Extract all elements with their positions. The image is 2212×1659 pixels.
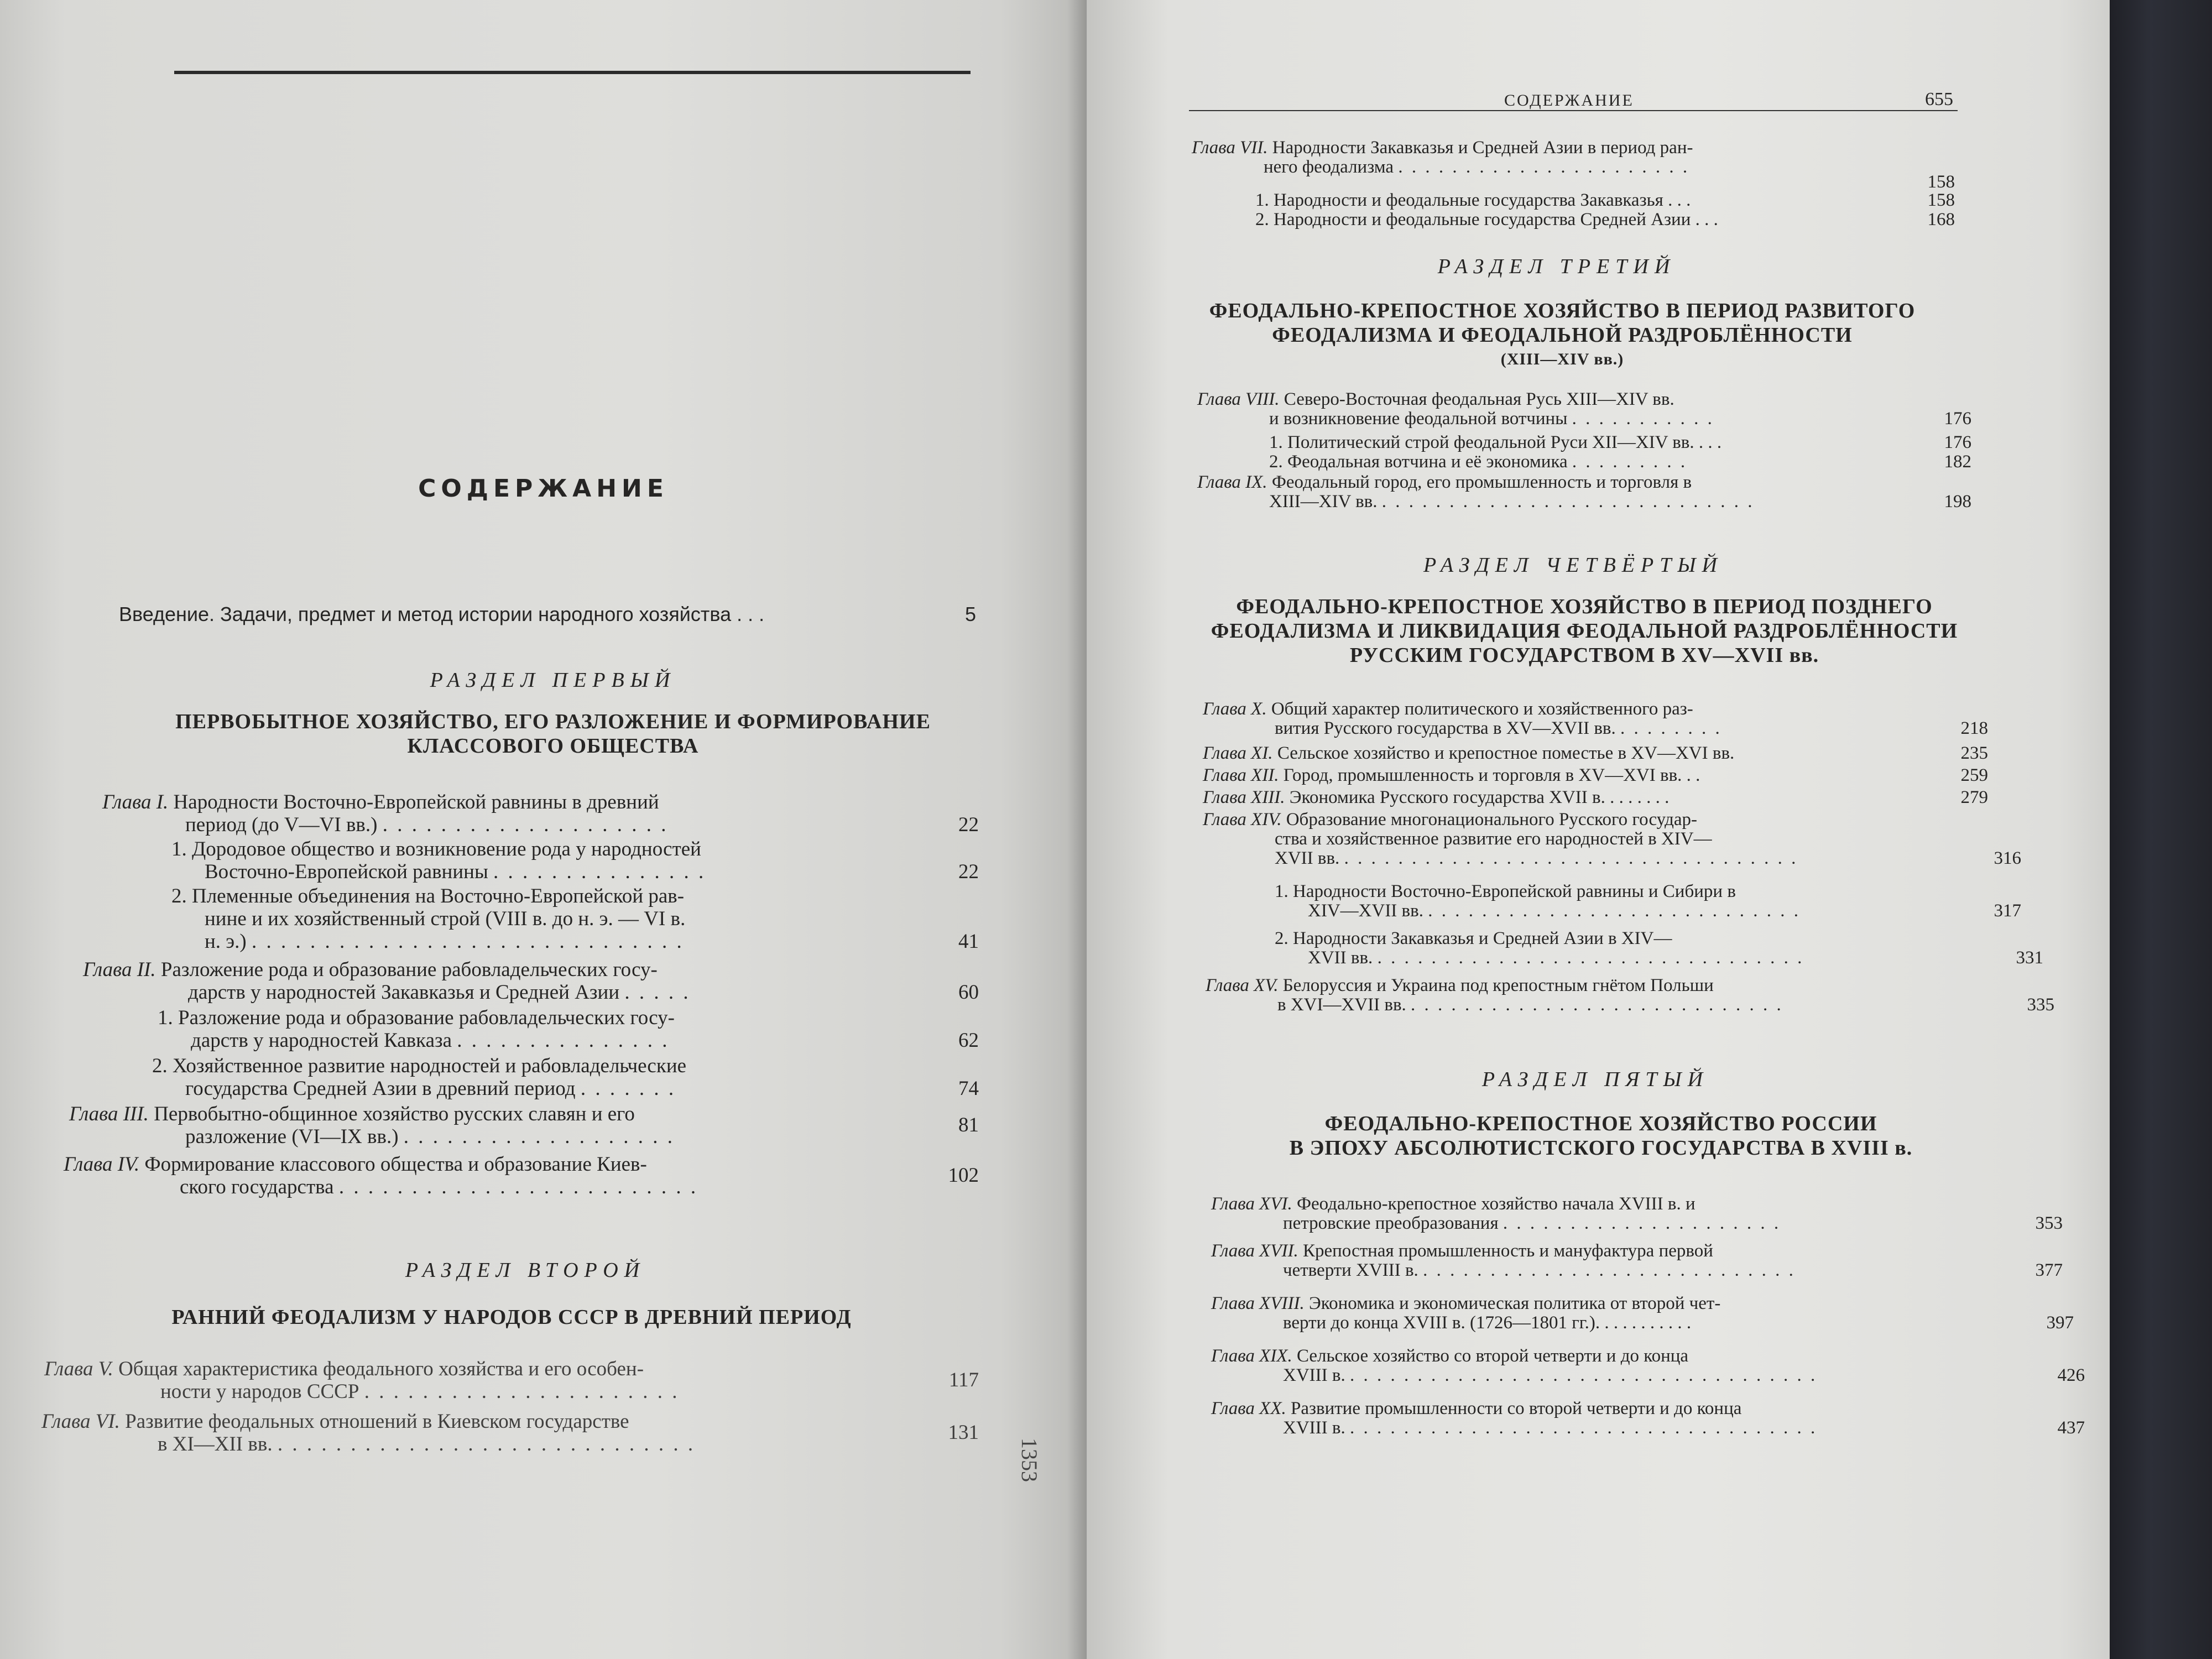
entry-dots: . . . . . . . . . . . . . . . . . . . . . .: [1398, 157, 1690, 177]
item-number: 1.: [171, 838, 187, 860]
item-number: 1.: [1275, 881, 1288, 901]
entry-line1: Народности и феодальные государства Средней Азии . . .: [1274, 210, 1718, 229]
entry-page: 316: [1994, 848, 2021, 868]
item-number: 2.: [1269, 452, 1283, 472]
entry-dots: . . . . . . . . . . . . . . .: [493, 860, 706, 883]
section-4-label: РАЗДЕЛ ЧЕТВЁРТЫЙ: [1423, 554, 1723, 577]
entry-line1: Разложение рода и образование рабовладельческих госу-: [178, 1006, 675, 1029]
entry-dots: . . . . . . . . . . . . . . . . . . . . .: [1503, 1213, 1781, 1233]
chapter-label: Глава VII.: [1192, 138, 1268, 158]
right-page: [1087, 0, 2110, 1659]
entry-line2: ского государства: [180, 1176, 334, 1198]
entry-dots: . . . . . . . .: [1620, 718, 1722, 738]
entry-page: 131: [948, 1421, 979, 1444]
section-5-title-line1: ФЕОДАЛЬНО-КРЕПОСТНОЕ ХОЗЯЙСТВО РОССИИ: [1324, 1112, 1877, 1135]
entry-dots: . . . . . . .: [580, 1077, 676, 1100]
entry-page: 331: [2016, 948, 2043, 968]
entry-line2: верти до конца XVIII в. (1726—1801 гг.). . . . . . . . . . .: [1283, 1313, 1692, 1333]
entry-line1: Формирование классового общества и образование Киев-: [144, 1153, 647, 1176]
section-3-title: [1147, 299, 1977, 372]
entry-page: 353: [2035, 1213, 2063, 1233]
entry-line2: и возникновение феодальной вотчины: [1269, 409, 1568, 429]
entry-page: 335: [2027, 995, 2054, 1015]
entry-line2: XVIII в.: [1283, 1365, 1345, 1385]
entry-line2: вития Русского государства в XV—XVII вв.: [1275, 718, 1616, 738]
entry-line2: дарств у народностей Кавказа: [191, 1029, 452, 1052]
chapter-label: Глава XX.: [1211, 1399, 1286, 1418]
intro-page: 5: [964, 603, 976, 625]
item-number: 2.: [171, 885, 187, 907]
entry-line1: Феодально-крепостное хозяйство начала XVIII в. и: [1296, 1194, 1695, 1214]
chapter-label: Глава II.: [83, 958, 156, 981]
item-number: 2.: [1255, 210, 1269, 229]
entry-line2: четверти XVIII в.: [1283, 1260, 1418, 1280]
toc-entry-ch13: [1203, 788, 1988, 807]
toc-entry-ch5: [44, 1358, 979, 1403]
entry-page: 317: [1994, 901, 2021, 921]
toc-entry-ch9: [1197, 473, 1971, 512]
entry-line1: Экономика и экономическая политика от второй чет-: [1308, 1293, 1721, 1313]
entry-line1: Развитие промышленности со второй четверти и до конца: [1290, 1399, 1742, 1418]
section-1-title: [83, 709, 1023, 758]
entry-page: 22: [958, 860, 979, 883]
entry-line1: Народности Закавказья и Средней Азии в период ран-: [1272, 138, 1693, 158]
entry-page: 176: [1944, 432, 1971, 452]
intro-entry: [119, 603, 976, 626]
toc-entry-ch14: [1203, 810, 2021, 868]
entry-dots: . . . . . . . . . . . . . . . . . . . . . . . . . . . .: [1428, 901, 1801, 921]
entry-line1: Феодальная вотчина и её экономика: [1287, 452, 1568, 472]
entry-line1: Феодальный город, его промышленность и торговля в: [1271, 472, 1692, 492]
entry-dots: . . . . . . . . . . . . . . . . . . . .: [382, 813, 669, 836]
entry-page: 158: [1927, 190, 1955, 210]
entry-line2: него феодализма: [1264, 157, 1394, 177]
entry-line2: XVII вв.: [1308, 948, 1373, 968]
running-head: [1189, 91, 1958, 111]
entry-dots: . . . . . . . . . . . . . . . . . . . . . . . . . . . .: [1381, 492, 1755, 512]
toc-entry-ch6: [41, 1410, 979, 1455]
entry-page: 397: [2046, 1313, 2074, 1333]
entry-page: 279: [1960, 787, 1988, 807]
entry-line2: XVIII в.: [1283, 1418, 1345, 1438]
section-1-label: РАЗДЕЛ ПЕРВЫЙ: [430, 669, 676, 692]
entry-line1: Народности Восточно-Европейской равнины в древний: [173, 791, 659, 813]
toc-entry-ch2: [83, 958, 979, 1004]
entry-line1: Развитие феодальных отношений в Киевском государстве: [125, 1410, 629, 1433]
section-5-title-line2: В ЭПОХУ АБСОЛЮТИСТСКОГО ГОСУДАРСТВА В XVIII в.: [1289, 1136, 1913, 1160]
chapter-label: Глава XIX.: [1211, 1346, 1292, 1366]
entry-page: 60: [958, 981, 979, 1004]
entry-line1: Северо-Восточная феодальная Русь XIII—XIV вв.: [1284, 389, 1674, 409]
chapter-label: Глава XIII.: [1203, 787, 1285, 807]
toc-entry-ch20: [1211, 1399, 2085, 1438]
toc-entry-ch10: [1203, 700, 1988, 738]
entry-dots: . . . . . . . . . . . . . . . . . . . . . .: [364, 1380, 680, 1403]
top-rule: [174, 71, 971, 74]
entry-line1: Белоруссия и Украина под крепостным гнётом Польши: [1282, 975, 1714, 995]
entry-dots: . . . . . . . . . . . . . . . . . . . . . . . . . . . . . .: [252, 930, 684, 953]
item-number: 1.: [1255, 190, 1269, 210]
chapter-label: Глава VI.: [41, 1410, 120, 1433]
toc-entry-1-2: [171, 885, 979, 953]
section-2-label: РАЗДЕЛ ВТОРОЙ: [405, 1259, 646, 1282]
left-page: [0, 0, 1087, 1659]
entry-line2: в XVI—XVII вв.: [1277, 995, 1406, 1015]
chapter-label: Глава IX.: [1197, 472, 1267, 492]
toc-entry-2-1: [158, 1006, 979, 1052]
entry-dots: . . . . . . . . . . . . . . . . . . . . . . . . . . . . . . . . . .: [1344, 848, 1798, 868]
entry-page: 102: [948, 1164, 979, 1187]
section-4-title-line1: ФЕОДАЛЬНО-КРЕПОСТНОЕ ХОЗЯЙСТВО В ПЕРИОД ПОЗДНЕГО: [1236, 595, 1933, 618]
toc-entry-ch18: [1211, 1294, 2074, 1333]
entry-dots: . . . . . . . . . . .: [1572, 409, 1714, 429]
toc-entry-14-1: [1275, 882, 2021, 921]
chapter-label: Глава VIII.: [1197, 389, 1280, 409]
running-head-title: СОДЕРЖАНИЕ: [1504, 91, 1634, 109]
entry-line2: XIV—XVII вв.: [1308, 901, 1423, 921]
section-2-title: РАННИЙ ФЕОДАЛИЗМ У НАРОДОВ СССР В ДРЕВНИЙ ПЕРИОД: [171, 1306, 852, 1329]
chapter-label: Глава X.: [1203, 699, 1267, 719]
section-3-title-line2: ФЕОДАЛИЗМА И ФЕОДАЛЬНОЙ РАЗДРОБЛЁННОСТИ: [1272, 324, 1853, 347]
entry-dots: . . . . . . . . . . . . . . . . . . . . . . . . . . . .: [1411, 995, 1783, 1015]
toc-entry-ch16: [1211, 1194, 2063, 1233]
entry-page: 218: [1960, 718, 1988, 738]
entry-line1: Первобытно-общинное хозяйство русских славян и его: [154, 1103, 635, 1125]
book-cover-edge: [2110, 0, 2212, 1659]
entry-line1: Город, промышленность и торговля в XV—XVI вв. . .: [1283, 765, 1700, 785]
entry-dots: . . . . . . . . . . . . . . . . . . .: [403, 1125, 675, 1148]
section-1-title-line2: КЛАССОВОГО ОБЩЕСТВА: [407, 734, 699, 758]
entry-page: 182: [1944, 452, 1971, 472]
section-3-label: РАЗДЕЛ ТРЕТИЙ: [1437, 255, 1676, 278]
entry-dots: . . . . . . . . . . . . . . . . . . . . . . . . .: [338, 1176, 698, 1198]
entry-page: 198: [1944, 492, 1971, 512]
entry-line1: Общий характер политического и хозяйственного раз-: [1271, 699, 1693, 719]
entry-dots: . . . . . . . . . . . . . . . . . . . . . . . . . . . .: [1423, 1260, 1796, 1280]
entry-page: 176: [1944, 409, 1971, 429]
toc-entry-ch15: [1206, 976, 2054, 1015]
entry-dots: . . . . . . . . .: [1572, 452, 1688, 472]
toc-entry-ch11: [1203, 744, 1988, 763]
entry-dots: . . . . . . . . . . . . . . . . . . . . . . . . . . . . . . . .: [1377, 948, 1804, 968]
toc-entry-ch1: [102, 791, 979, 836]
chapter-label: Глава V.: [44, 1358, 113, 1380]
toc-entry-ch7: [1192, 138, 1955, 192]
section-5-title: [1192, 1112, 2010, 1160]
entry-line1: Политический строй феодальной Руси XII—XIV вв. . . .: [1287, 432, 1722, 452]
section-4-title-line3: РУССКИМ ГОСУДАРСТВОМ В XV—XVII вв.: [1349, 644, 1819, 667]
section-3-title-line1: ФЕОДАЛЬНО-КРЕПОСТНОЕ ХОЗЯЙСТВО В ПЕРИОД РАЗВИТОГО: [1209, 299, 1916, 322]
chapter-label: Глава IV.: [64, 1153, 140, 1176]
toc-entry-7-1: [1255, 191, 1955, 210]
entry-page: 62: [958, 1029, 979, 1052]
entry-line2: Восточно-Европейской равнины: [205, 860, 488, 883]
section-5-label: РАЗДЕЛ ПЯТЫЙ: [1481, 1068, 1709, 1091]
entry-line2: нине и их хозяйственный строй (VIII в. до н. э. — VI в.: [205, 907, 686, 930]
chapter-label: Глава XVII.: [1211, 1241, 1298, 1261]
entry-line1: Разложение рода и образование рабовладельческих госу-: [160, 958, 658, 981]
page-number: 655: [1925, 89, 1953, 109]
entry-line1: Народности Закавказья и Средней Азии в XIV—: [1293, 928, 1672, 948]
entry-line2: разложение (VI—IX вв.): [185, 1125, 399, 1148]
entry-line1: Крепостная промышленность и мануфактура первой: [1302, 1241, 1713, 1261]
chapter-label: Глава XV.: [1206, 975, 1279, 995]
entry-page: 74: [958, 1077, 979, 1100]
entry-line3: XVII вв.: [1275, 848, 1340, 868]
toc-entry-ch12: [1203, 766, 1988, 785]
library-stamp: 1353: [1017, 1438, 1042, 1482]
entry-line1: Экономика Русского государства XVII в. . . . . . . .: [1289, 787, 1670, 807]
entry-line1: Хозяйственное развитие народностей и рабовладельческие: [173, 1055, 687, 1077]
entry-dots: . . . . . . . . . . . . . . .: [457, 1029, 670, 1052]
item-number: 2.: [152, 1055, 168, 1077]
entry-dots: . . . . .: [624, 981, 691, 1004]
entry-line2: XIII—XIV вв.: [1269, 492, 1378, 512]
section-4-title-line2: ФЕОДАЛИЗМА И ЛИКВИДАЦИЯ ФЕОДАЛЬНОЙ РАЗДРОБЛЁННОСТИ: [1211, 619, 1958, 643]
entry-line2: петровские преобразования: [1283, 1213, 1499, 1233]
intro-text: Введение. Задачи, предмет и метод истории народного хозяйства . . .: [119, 603, 765, 625]
chapter-label: Глава XVIII.: [1211, 1293, 1305, 1313]
entry-page: 117: [948, 1369, 979, 1391]
entry-page: 235: [1960, 743, 1988, 763]
section-1-title-line1: ПЕРВОБЫТНОЕ ХОЗЯЙСТВО, ЕГО РАЗЛОЖЕНИЕ И ФОРМИРОВАНИЕ: [175, 710, 931, 733]
entry-page: 437: [2057, 1418, 2085, 1438]
toc-entry-7-2: [1255, 210, 1955, 229]
toc-entry-ch4: [64, 1153, 979, 1198]
item-number: 1.: [158, 1006, 173, 1029]
section-3-title-line3: (XIII—XIV вв.): [1500, 350, 1624, 368]
item-number: 1.: [1269, 432, 1283, 452]
chapter-label: Глава III.: [69, 1103, 149, 1125]
toc-entry-ch17: [1211, 1241, 2063, 1280]
entry-line1: Сельское хозяйство со второй четверти и до конца: [1296, 1346, 1689, 1366]
toc-entry-8-2: [1269, 452, 1971, 472]
entry-line1: Образование многонационального Русского государ-: [1286, 810, 1698, 830]
entry-line2: ства и хозяйственное развитие его народностей в XIV—: [1275, 829, 1712, 849]
entry-line2: государства Средней Азии в древний период: [185, 1077, 576, 1100]
chapter-label: Глава XIV.: [1203, 810, 1282, 830]
toc-entry-14-2: [1275, 929, 2043, 968]
entry-line1: Племенные объединения на Восточно-Европейской рав-: [192, 885, 685, 907]
entry-line2: в XI—XII вв.: [158, 1433, 273, 1455]
entry-line1: Дородовое общество и возникновение рода у народностей: [192, 838, 701, 860]
entry-dots: . . . . . . . . . . . . . . . . . . . . . . . . . . . . . . . . . . .: [1349, 1365, 1818, 1385]
toc-entry-ch19: [1211, 1347, 2085, 1385]
chapter-label: Глава XI.: [1203, 743, 1273, 763]
toc-entry-8-1: [1269, 433, 1971, 452]
toc-entry-ch8: [1197, 390, 1971, 429]
chapter-label: Глава I.: [102, 791, 169, 813]
chapter-label: Глава XII.: [1203, 765, 1279, 785]
entry-line1: Народности и феодальные государства Закавказья . . .: [1274, 190, 1691, 210]
entry-page: 81: [958, 1114, 979, 1136]
entry-line1: Народности Восточно-Европейской равнины и Сибири в: [1293, 881, 1736, 901]
entry-line3: н. э.): [205, 930, 247, 953]
entry-page: 259: [1960, 765, 1988, 785]
toc-entry-ch3: [69, 1103, 979, 1148]
entry-page: 41: [958, 930, 979, 953]
entry-page: 377: [2035, 1260, 2063, 1280]
item-number: 2.: [1275, 928, 1288, 948]
entry-line2: ности у народов СССР: [160, 1380, 359, 1403]
section-4-title: [1164, 594, 2005, 667]
entry-line2: период (до V—VI вв.): [185, 813, 378, 836]
entry-page: 168: [1927, 210, 1955, 229]
chapter-label: Глава XVI.: [1211, 1194, 1292, 1214]
entry-page: 158: [1927, 172, 1955, 192]
entry-page: 426: [2057, 1365, 2085, 1385]
toc-entry-1-1: [171, 838, 979, 883]
page-title: СОДЕРЖАНИЕ: [418, 474, 669, 503]
entry-page: 22: [958, 813, 979, 836]
entry-line1: Общая характеристика феодального хозяйства и его особен-: [118, 1358, 644, 1380]
toc-entry-2-2: [152, 1055, 979, 1100]
entry-line2: дарств у народностей Закавказья и Средней Азии: [188, 981, 620, 1004]
entry-dots: . . . . . . . . . . . . . . . . . . . . . . . . . . . . .: [277, 1433, 696, 1455]
entry-dots: . . . . . . . . . . . . . . . . . . . . . . . . . . . . . . . . . . .: [1349, 1418, 1818, 1438]
entry-line1: Сельское хозяйство и крепостное поместье в XV—XVI вв.: [1277, 743, 1735, 763]
